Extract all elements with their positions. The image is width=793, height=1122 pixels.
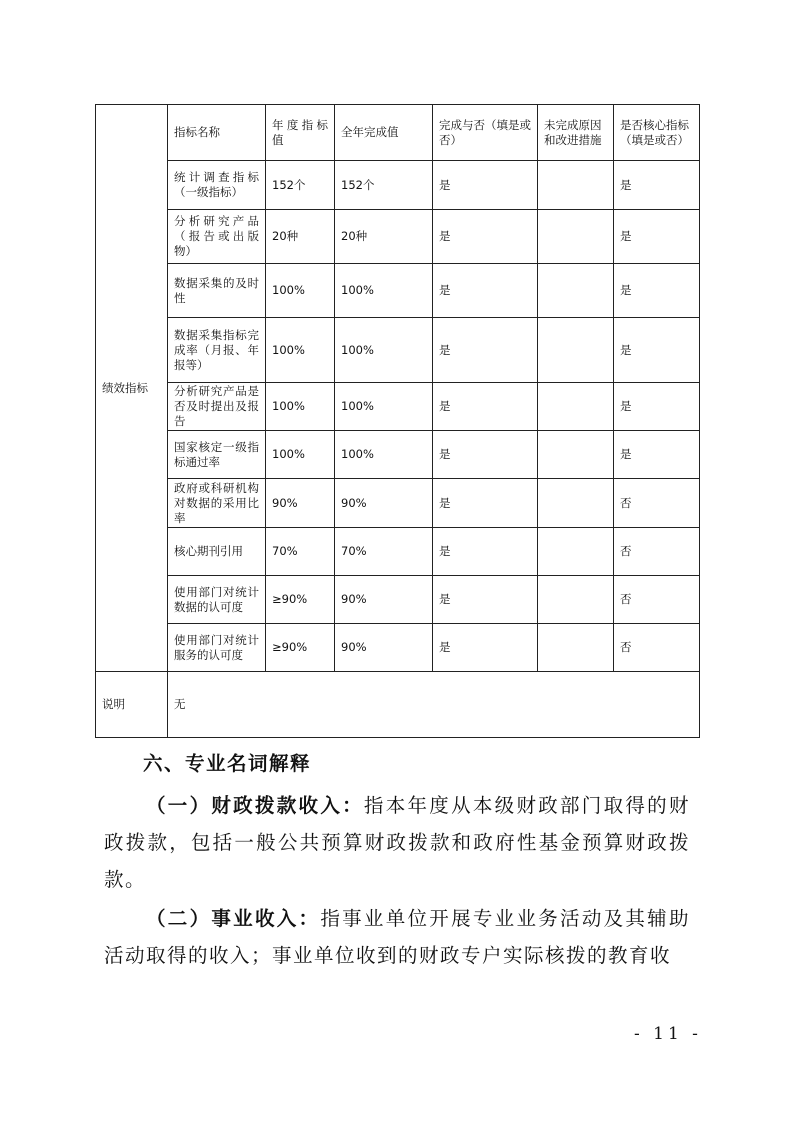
cell-done: 是 [433, 264, 538, 318]
cell-name: 核心期刊引用 [168, 528, 266, 576]
cell-actual: 100% [335, 264, 433, 318]
cell-reason [538, 264, 614, 318]
cell-done: 是 [433, 624, 538, 672]
table-row [96, 528, 700, 576]
cell-actual: 100% [335, 431, 433, 479]
cell-actual: 100% [335, 383, 433, 431]
header-cell: 年度指标值 [266, 105, 335, 161]
cell-core: 是 [614, 383, 700, 431]
cell-core: 否 [614, 624, 700, 672]
note-label: 说明 [96, 672, 168, 738]
cell-name: 分析研究产品是否及时提出及报告 [168, 383, 266, 431]
table-row [96, 161, 700, 210]
table-row [96, 383, 700, 431]
cell-reason [538, 528, 614, 576]
header-cell: 是否核心指标（填是或否） [614, 105, 700, 161]
cell-core: 是 [614, 161, 700, 210]
cell-core: 是 [614, 264, 700, 318]
table-row [96, 576, 700, 624]
cell-name: 国家核定一级指标通过率 [168, 431, 266, 479]
cell-done: 是 [433, 383, 538, 431]
cell-name: 数据采集指标完成率（月报、年报等） [168, 318, 266, 383]
cell-target: 90% [266, 479, 335, 528]
cell-target: 100% [266, 264, 335, 318]
cell-core: 否 [614, 576, 700, 624]
cell-reason [538, 479, 614, 528]
cell-done: 是 [433, 576, 538, 624]
term-label: （二）事业收入： [146, 907, 321, 930]
cell-target: 100% [266, 383, 335, 431]
cell-reason [538, 431, 614, 479]
paragraph-fiscal-appropriation [104, 787, 690, 898]
header-cell: 指标名称 [168, 105, 266, 161]
group-label-cell: 绩效指标 [96, 105, 168, 672]
cell-name: 政府或科研机构对数据的采用比率 [168, 479, 266, 528]
cell-reason [538, 383, 614, 431]
cell-reason [538, 161, 614, 210]
term-label: （一）财政拨款收入： [146, 794, 364, 817]
note-value: 无 [168, 672, 700, 738]
cell-core: 是 [614, 318, 700, 383]
header-cell: 未完成原因和改进措施 [538, 105, 614, 161]
header-cell: 完成与否（填是或否） [433, 105, 538, 161]
header-cell: 全年完成值 [335, 105, 433, 161]
section-heading: 六、专业名词解释 [143, 752, 312, 775]
cell-reason [538, 576, 614, 624]
table-row [96, 431, 700, 479]
cell-reason [538, 624, 614, 672]
cell-done: 是 [433, 431, 538, 479]
term-definition: 指本年度从本级财政部门取得的财政拨款，包括一般公共预算财政拨款和政府性基金预算财政拨款。 [104, 794, 690, 891]
cell-name: 使用部门对统计数据的认可度 [168, 576, 266, 624]
cell-core: 否 [614, 479, 700, 528]
table-row [96, 318, 700, 383]
cell-done: 是 [433, 528, 538, 576]
cell-target: ≥90% [266, 576, 335, 624]
cell-name: 统计调查指标（一级指标） [168, 161, 266, 210]
performance-table [95, 104, 700, 738]
cell-name: 使用部门对统计服务的认可度 [168, 624, 266, 672]
cell-actual: 152个 [335, 161, 433, 210]
cell-name: 分析研究产品（报告或出版物） [168, 210, 266, 264]
cell-actual: 20种 [335, 210, 433, 264]
cell-reason [538, 318, 614, 383]
cell-target: 100% [266, 431, 335, 479]
cell-actual: 90% [335, 479, 433, 528]
cell-reason [538, 210, 614, 264]
cell-done: 是 [433, 318, 538, 383]
cell-core: 否 [614, 528, 700, 576]
table-header-row [96, 105, 700, 161]
cell-actual: 70% [335, 528, 433, 576]
cell-actual: 90% [335, 576, 433, 624]
cell-name: 数据采集的及时性 [168, 264, 266, 318]
cell-target: ≥90% [266, 624, 335, 672]
cell-target: 70% [266, 528, 335, 576]
cell-target: 100% [266, 318, 335, 383]
note-row [96, 672, 700, 738]
table-row [96, 210, 700, 264]
cell-actual: 90% [335, 624, 433, 672]
cell-done: 是 [433, 161, 538, 210]
cell-target: 152个 [266, 161, 335, 210]
cell-core: 是 [614, 210, 700, 264]
page-number: - 11 - [634, 1024, 702, 1044]
paragraph-business-income [104, 900, 690, 974]
table-row [96, 479, 700, 528]
cell-target: 20种 [266, 210, 335, 264]
cell-core: 是 [614, 431, 700, 479]
table-row [96, 624, 700, 672]
cell-actual: 100% [335, 318, 433, 383]
cell-done: 是 [433, 479, 538, 528]
cell-done: 是 [433, 210, 538, 264]
table-row [96, 264, 700, 318]
term-definition: 指事业单位开展专业业务活动及其辅助活动取得的收入；事业单位收到的财政专户实际核拨的教育收 [104, 907, 690, 967]
